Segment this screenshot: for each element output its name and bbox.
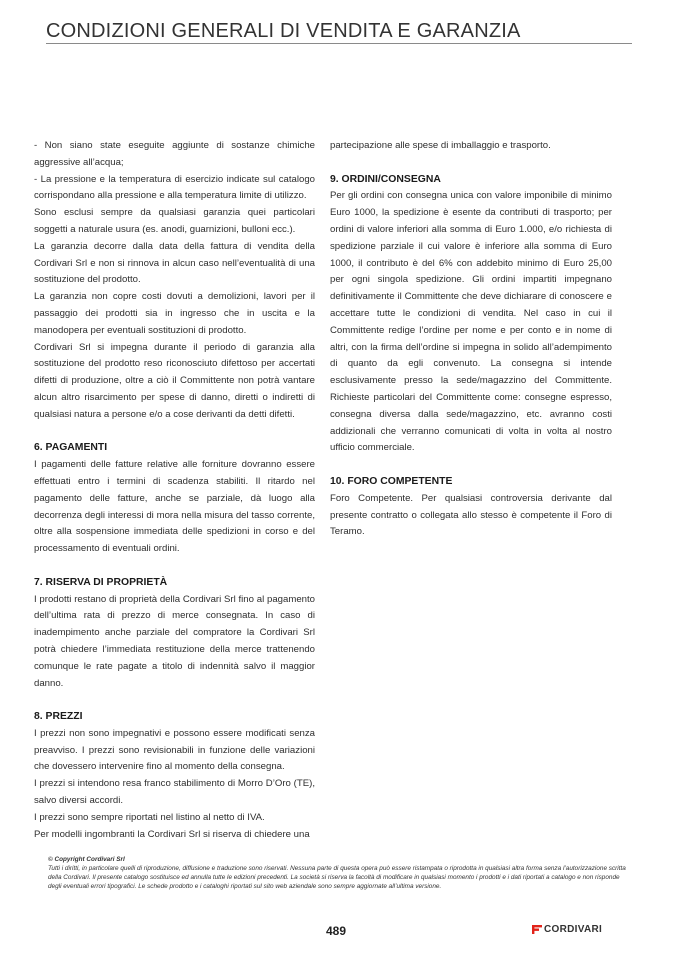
left-column: [34, 138, 315, 843]
section-heading: 10. FORO COMPETENTE: [330, 475, 453, 487]
section-paragraph: I prezzi non sono impegnativi e possono essere modificati senza preavviso. I prezzi sono revisionabili in funzione delle variazioni che dovessero intervenire fino al momento della consegna.: [34, 727, 315, 773]
title-divider: [46, 43, 632, 44]
section-paragraph: Per gli ordini con consegna unica con valore imponibile di minimo Euro 1000, la spedizione è esente da contributi di trasporto; per ordini di valore inferiori alla somma di Euro 1.000, e/o richiesta di spedizione parziale il cui valore è inferiore alla somma di Euro 1000, il contributo è del 6% con addebito minimo di Euro 25,00 per ogni singola spedizione. Gli ordini impartiti impegnano definitivamente il Committente che deve dichiarare di conoscere e accettare tutte le condizioni di vendita. Nel caso in cui il Committente redige l’ordine per nome e per conto e in nome di altri, con la firma dell’ordine si impegna in solido all’adempimento di quanto da egli convenuto. La consegna si intende esclusivamente presso la sede/magazzino del Committente. Richieste particolari del Committente come: consegne espresso, consegna diversa dalla sede/magazzino, etc. avranno costi addizionali che verranno comunicati di volta in volta al nostro ufficio commerciale.: [330, 190, 612, 454]
prezzi-section: [34, 709, 315, 843]
section-paragraph: I prezzi sono sempre riportati nel listino al netto di IVA.: [34, 811, 265, 823]
section-paragraph: Per modelli ingombranti la Cordivari Srl si riserva di chiedere una: [34, 828, 310, 840]
copyright-notice: Tutti i diritti, in particolare quelli di riproduzione, diffusione e traduzione sono riservati. Nessuna parte di questa opera può essere ristampata o riprodotta in qualsiasi altra forma senza l’autorizzazione scritta della Cordivari. Il presente catalogo sostituisce ed annulla tutte le edizioni precedenti. La società si riserva la facoltà di modificare in qualsiasi momento i prodotti e i dati riportati a catalogo e non risponde degli eventuali errori tipografici. Le schede prodotto e i cataloghi riportati sul sito web aziendale sono sempre aggiornate all’ultima versione.: [48, 865, 626, 890]
ordini-section: [330, 172, 612, 458]
section-heading: 6. PAGAMENTI: [34, 442, 108, 454]
section-paragraph: I pagamenti delle fatture relative alle forniture dovranno essere effettuati entro i termini di scadenza stabiliti. Il ritardo nel pagamento delle fatture, anche se parziale, dà luogo alla decorrenza degli interessi di mora nella misura del tasso corrente, oltre alla sospensione immediata delle spedizioni in corso e del processamento di eventuali ordini.: [34, 459, 315, 555]
cordivari-logo: [532, 924, 602, 935]
page-title: CONDIZIONI GENERALI DI VENDITA E GARANZIA: [46, 20, 521, 42]
section-paragraph: I prezzi si intendono resa franco stabilimento di Morro D’Oro (TE), salvo diversi accordi.: [34, 778, 315, 807]
pagamenti-section: [34, 440, 315, 558]
footer-notice: [48, 855, 630, 891]
warranty-section: [34, 138, 315, 424]
right-column: [330, 138, 612, 541]
warranty-paragraph: Sono esclusi sempre da qualsiasi garanzia quei particolari soggetti a naturale usura (es. anodi, guarnizioni, bulloni ecc.).: [34, 207, 315, 235]
warranty-paragraph: - La pressione e la temperatura di esercizio indicate sul catalogo corrispondano alla pressione e alla temperatura limite di utilizzo.: [34, 173, 315, 202]
warranty-paragraph: - Non siano state eseguite aggiunte di sostanze chimiche aggressive all’acqua;: [34, 140, 315, 168]
page-number: 489: [326, 924, 347, 938]
warranty-paragraph: La garanzia decorre dalla data della fattura di vendita della Cordivari Srl e non si rinnova in alcun caso nell’eventualità di una sostituzione del prodotto.: [34, 240, 315, 286]
copyright-line: © Copyright Cordivari Srl: [48, 856, 125, 863]
section-heading: 7. RISERVA DI PROPRIETÀ: [34, 576, 168, 588]
section-paragraph: Foro Competente. Per qualsiasi controversia derivante dal presente contratto o collegata allo stesso è competente il Foro di Teramo.: [330, 492, 612, 538]
logo-text: CORDIVARI: [544, 924, 603, 935]
warranty-paragraph: Cordivari Srl si impegna durante il periodo di garanzia alla sostituzione del prodotto reso riconosciuto difettoso per accertati difetti di produzione, oltre a ciò il Committente non potrà vantare alcun altro risarcimento per spese di danno, diretti o indiretti di qualsiasi natura a persone e/o a cose derivanti da detti difetti.: [34, 341, 315, 420]
section-heading: 8. PREZZI: [34, 711, 83, 723]
warranty-paragraph: La garanzia non copre costi dovuti a demolizioni, lavori per il passaggio dei prodotti sia in ingresso che in uscita e la manodopera per eventuali sostituzioni di prodotto.: [34, 291, 315, 336]
section-heading: 9. ORDINI/CONSEGNA: [330, 173, 441, 185]
continuation-paragraph: partecipazione alle spese di imballaggio e trasporto.: [330, 140, 551, 151]
cordivari-logo-icon: [532, 924, 542, 935]
foro-section: [330, 474, 612, 541]
riserva-section: [34, 575, 315, 693]
section-paragraph: I prodotti restano di proprietà della Cordivari Srl fino al pagamento dell’ultima rata di prezzo di merce consegnata. In caso di inadempimento anche parziale del compratore la Cordivari Srl potrà chiedere l’immediata restituzione della merce trattenendo comunque le rate pagate a titolo di indennità salvo il maggior danno.: [34, 593, 315, 689]
